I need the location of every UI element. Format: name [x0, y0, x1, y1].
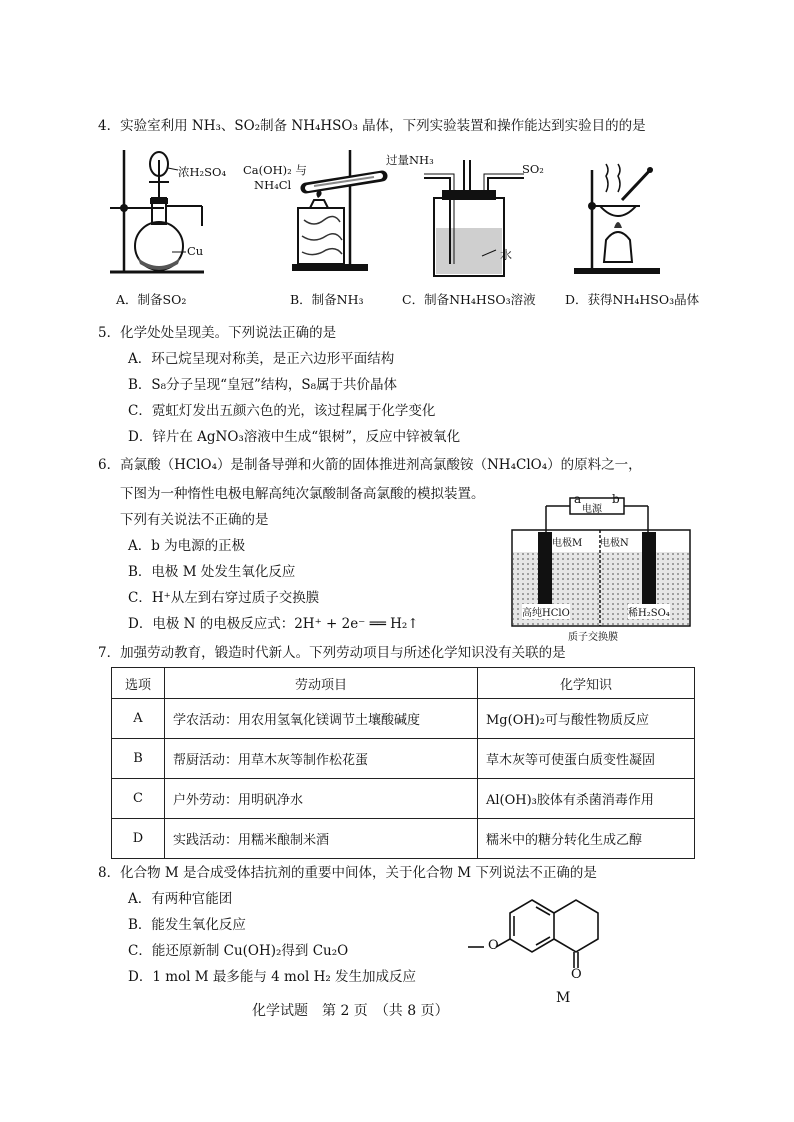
- header-activity: 劳动项目: [165, 668, 478, 699]
- row-option: B: [112, 739, 165, 779]
- q6-stem-line1: 6．高氯酸（HClO₄）是制备导弹和火箭的固体推进剂高氯酸铵（NH₄ClO₄）的原料之一，: [98, 457, 642, 473]
- q7-table: [111, 667, 695, 859]
- row-knowledge: 草木灰等可使蛋白质变性凝固: [478, 739, 695, 779]
- table-row: [112, 779, 695, 819]
- molecule-methoxy-o: O: [488, 938, 499, 953]
- q5-option-d: D．锌片在 AgNO₃溶液中生成“银树”，反应中锌被氧化: [128, 429, 461, 445]
- diagram-label-a: a: [574, 492, 582, 506]
- row-option: A: [112, 699, 165, 739]
- diagram-right-solution: 稀H₂SO₄: [628, 604, 670, 619]
- q8-option-a: A．有两种官能团: [128, 891, 233, 907]
- molecule-name: M: [556, 990, 571, 1006]
- apparatus-b-figure: [284, 140, 394, 280]
- label-water: 水: [500, 248, 513, 262]
- label-cu: Cu: [187, 244, 204, 258]
- q6-option-c: C．H⁺从左到右穿过质子交换膜: [128, 590, 320, 606]
- page-footer: 化学试题 第 2 页 （共 8 页）: [252, 1003, 449, 1019]
- diagram-label-b: b: [612, 492, 620, 506]
- row-option: C: [112, 779, 165, 819]
- q8-option-d: D．1 mol M 最多能与 4 mol H₂ 发生加成反应: [128, 969, 417, 985]
- label-caoh2: Ca(OH)₂ 与: [243, 163, 307, 177]
- table-row: [112, 699, 695, 739]
- row-activity: 户外劳动：用明矾净水: [165, 779, 478, 819]
- q5-option-a: A．环己烷呈现对称美，是正六边形平面结构: [128, 351, 395, 367]
- q6-option-b: B．电极 M 处发生氧化反应: [128, 564, 296, 580]
- q4-stem: 4．实验室利用 NH₃、SO₂制备 NH₄HSO₃ 晶体，下列实验装置和操作能达到实验目的的是: [98, 118, 646, 134]
- q8-option-b: B．能发生氧化反应: [128, 917, 246, 933]
- row-activity: 帮厨活动：用草木灰等制作松花蛋: [165, 739, 478, 779]
- q7-stem: 7．加强劳动教育，锻造时代新人。下列劳动项目与所述化学知识没有关联的是: [98, 645, 566, 661]
- q6-option-d: D．电极 N 的电极反应式：2H⁺ + 2e⁻ ══ H₂↑: [128, 616, 419, 632]
- row-activity: 实践活动：用糯米酿制米酒: [165, 819, 478, 859]
- diagram-left-solution: 高纯HClO: [522, 604, 570, 619]
- row-knowledge: 糯米中的糖分转化生成乙醇: [478, 819, 695, 859]
- q5-option-b: B．S₈分子呈现“皇冠”结构，S₈属于共价晶体: [128, 377, 398, 393]
- q6-option-a: A．b 为电源的正极: [128, 538, 246, 554]
- diagram-membrane-label: 质子交换膜: [568, 632, 618, 643]
- q5-stem: 5．化学处处呈现美。下列说法正确的是: [98, 325, 337, 341]
- apparatus-d-figure: [566, 140, 676, 280]
- molecule-carbonyl-o: O: [571, 967, 582, 982]
- label-so2: SO₂: [522, 162, 544, 176]
- table-row: [112, 739, 695, 779]
- row-knowledge: Al(OH)₃胶体有杀菌消毒作用: [478, 779, 695, 819]
- header-option: 选项: [112, 668, 165, 699]
- caption-c: C．制备NH₄HSO₃溶液: [402, 292, 536, 307]
- caption-b: B．制备NH₃: [290, 292, 364, 307]
- q6-stem-line3: 下列有关说法不正确的是: [120, 512, 269, 528]
- q6-stem-line2: 下图为一种惰性电极电解高纯次氯酸制备高氯酸的模拟装置。: [120, 486, 485, 502]
- diagram-electrode-n: 电极N: [600, 538, 629, 549]
- label-excess-nh3: 过量NH₃: [386, 153, 434, 167]
- diagram-power-source: 电源: [582, 504, 602, 515]
- q5-option-c: C．霓虹灯发出五颜六色的光，该过程属于化学变化: [128, 403, 436, 419]
- row-option: D: [112, 819, 165, 859]
- molecule-m-structure: [466, 892, 606, 987]
- label-nh4cl: NH₄Cl: [254, 178, 292, 192]
- diagram-electrode-m: 电极M: [552, 538, 583, 549]
- row-knowledge: Mg(OH)₂可与酸性物质反应: [478, 699, 695, 739]
- caption-a: A．制备SO₂: [116, 292, 187, 307]
- table-header-row: [112, 668, 695, 699]
- apparatus-a-figure: [104, 140, 227, 280]
- table-row: [112, 819, 695, 859]
- q8-stem: 8．化合物 M 是合成受体拮抗剂的重要中间体，关于化合物 M 下列说法不正确的是: [98, 865, 597, 881]
- q8-option-c: C．能还原新制 Cu(OH)₂得到 Cu₂O: [128, 943, 349, 959]
- row-activity: 学农活动：用农用氢氧化镁调节土壤酸碱度: [165, 699, 478, 739]
- header-knowledge: 化学知识: [478, 668, 695, 699]
- label-conc-h2so4: 浓H₂SO₄: [178, 165, 227, 179]
- apparatus-c-figure: [420, 140, 540, 280]
- caption-d: D．获得NH₄HSO₃晶体: [565, 292, 700, 307]
